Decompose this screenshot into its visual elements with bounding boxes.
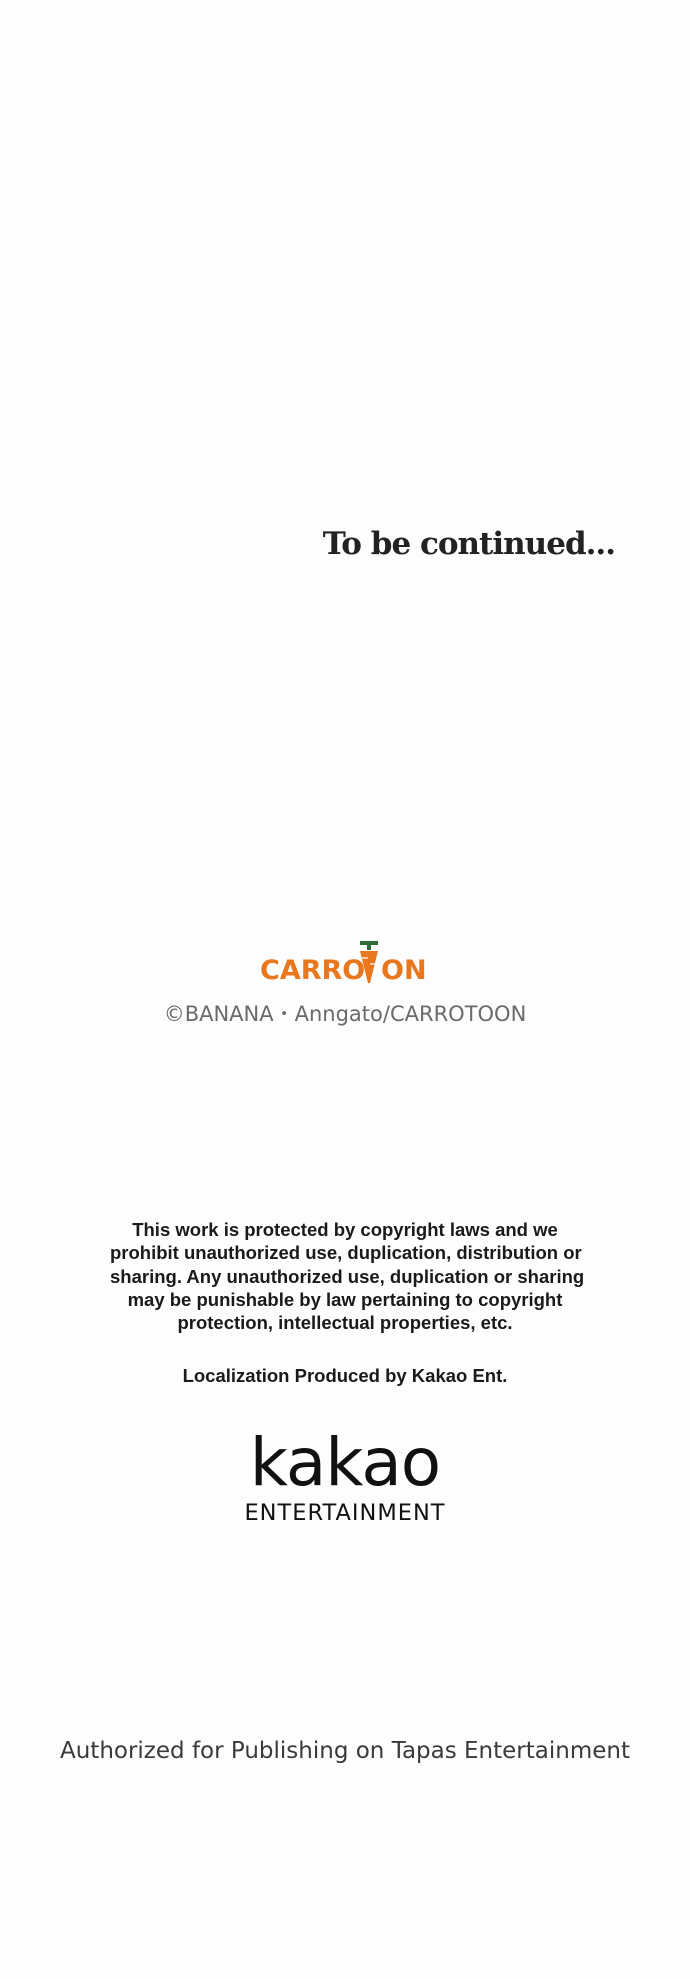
kakao-entertainment-logo	[0, 1424, 690, 1526]
publishing-authorization: Authorized for Publishing on Tapas Entertainment	[59, 1738, 630, 1764]
localization-credit: Localization Produced by Kakao Ent.	[182, 1365, 508, 1386]
svg-text:CARRO: CARRO	[260, 955, 366, 986]
copyright-notice	[110, 1218, 585, 1334]
copyright-text: ©BANANA・Anngato/CARROTOON	[163, 1002, 527, 1026]
svg-text:ON: ON	[381, 955, 427, 986]
notice-line: may be punishable by law pertaining to copyright	[127, 1288, 563, 1310]
kakao-wordmark: kakao	[249, 1424, 441, 1501]
carrotoon-logo	[260, 938, 430, 986]
notice-line: protection, intellectual properties, etc.	[177, 1312, 513, 1334]
to-be-continued-text: To be continued...	[322, 526, 615, 562]
notice-line: This work is protected by copyright laws and we	[132, 1219, 558, 1240]
kakao-entertainment-subtitle: ENTERTAINMENT	[244, 1500, 446, 1526]
notice-line: prohibit unauthorized use, duplication, distribution or	[110, 1242, 582, 1264]
notice-line: sharing. Any unauthorized use, duplication or sharing	[110, 1265, 585, 1287]
